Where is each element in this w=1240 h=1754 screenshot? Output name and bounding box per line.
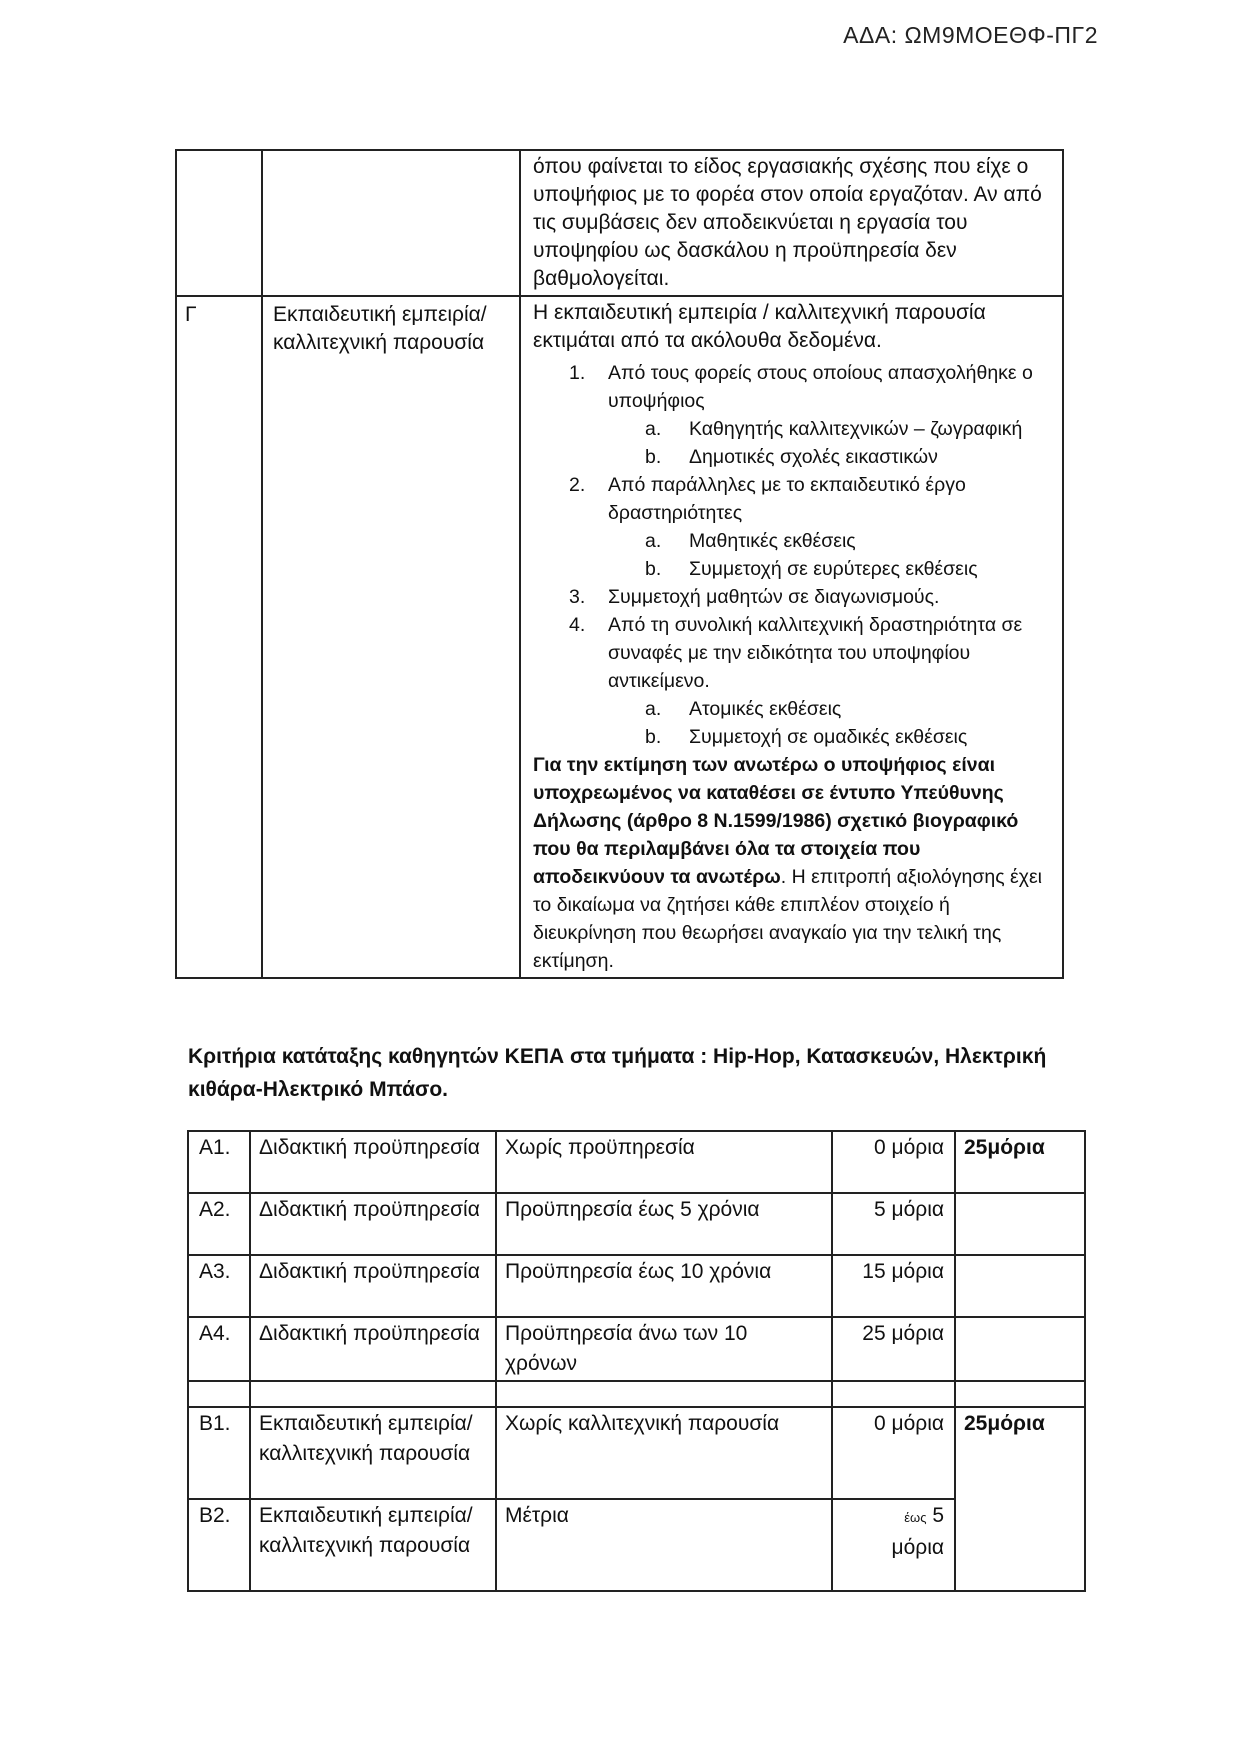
sub-list-letter: b. bbox=[645, 726, 662, 748]
sub-list-text: Δημοτικές σχολές εικαστικών bbox=[689, 446, 938, 468]
description-cell: Προϋπηρεσία έως 10 χρόνια bbox=[496, 1255, 832, 1317]
sub-list-text: Καθηγητής καλλιτεχνικών – ζωγραφική bbox=[689, 418, 1023, 440]
sub-list-item bbox=[608, 695, 1050, 723]
sub-list-text: Συμμετοχή σε ευρύτερες εκθέσεις bbox=[689, 558, 978, 580]
code-cell: Α1. bbox=[188, 1131, 250, 1193]
total-cell bbox=[955, 1317, 1085, 1381]
table-row-empty bbox=[188, 1381, 1085, 1407]
sub-list-item bbox=[608, 723, 1050, 751]
section-heading: Κριτήρια κατάταξης καθηγητών ΚΕΠΑ στα τμήματα : Hip-Hop, Κατασκευών, Ηλεκτρική κιθάρα-Ηλεκτρικό Μπάσο. bbox=[188, 1045, 1047, 1101]
closing-paragraph bbox=[533, 751, 1050, 975]
name-cell: Εκπαιδευτική εμπειρία/καλλιτεχνική παρουσία bbox=[262, 296, 520, 978]
list-item-text: Από τη συνολική καλλιτεχνική δραστηριότητα σε συναφές με την ειδικότητα του υποψηφίου αντικείμενο. bbox=[608, 614, 1023, 692]
list-item-text: Συμμετοχή μαθητών σε διαγωνισμούς. bbox=[608, 586, 940, 608]
ada-code: ΑΔΑ: ΩΜ9ΜΟΕΘΦ-ΠΓ2 bbox=[843, 22, 1098, 48]
table-row bbox=[188, 1193, 1085, 1255]
criteria-table-continued bbox=[175, 149, 1064, 979]
total-cell: 25μόρια bbox=[955, 1407, 1085, 1591]
name-cell: Εκπαιδευτική εμπειρία/ καλλιτεχνική παρουσία bbox=[250, 1407, 496, 1499]
table-row bbox=[176, 296, 1063, 978]
total-cell bbox=[955, 1193, 1085, 1255]
list-item bbox=[533, 611, 1050, 751]
list-number: 2. bbox=[569, 474, 586, 496]
points-cell: 5 μόρια bbox=[832, 1193, 955, 1255]
list-number: 1. bbox=[569, 362, 586, 384]
sub-list-item bbox=[608, 555, 1050, 583]
intro-text: Η εκπαιδευτική εμπειρία / καλλιτεχνική παρουσία εκτιμάται από τα ακόλουθα δεδομένα. bbox=[533, 301, 986, 352]
scoring-table bbox=[187, 1130, 1086, 1592]
list-number: 3. bbox=[569, 586, 586, 608]
description-cell: Χωρίς καλλιτεχνική παρουσία bbox=[496, 1407, 832, 1499]
points-cell bbox=[832, 1381, 955, 1407]
table-row bbox=[188, 1131, 1085, 1193]
description-cell: Χωρίς προϋπηρεσία bbox=[496, 1131, 832, 1193]
name-cell bbox=[250, 1381, 496, 1407]
description-cell: Μέτρια bbox=[496, 1499, 832, 1591]
sub-list-text: Συμμετοχή σε ομαδικές εκθέσεις bbox=[689, 726, 968, 748]
table-row bbox=[188, 1317, 1085, 1381]
name-cell: Εκπαιδευτική εμπειρία/ καλλιτεχνική παρουσία bbox=[250, 1499, 496, 1591]
points-cell: 0 μόρια bbox=[832, 1407, 955, 1499]
description-cell: Προϋπηρεσία έως 5 χρόνια bbox=[496, 1193, 832, 1255]
sub-list-letter: a. bbox=[645, 418, 662, 440]
name-cell bbox=[262, 150, 520, 296]
description-cell bbox=[520, 296, 1063, 978]
list-item bbox=[533, 583, 1050, 611]
description-cell bbox=[496, 1381, 832, 1407]
code-cell: Γ bbox=[176, 296, 262, 978]
table-row bbox=[188, 1407, 1085, 1499]
list-item-text: Από τους φορείς στους οποίους απασχολήθηκε ο υποψήφιος bbox=[608, 362, 1033, 412]
sub-list-item bbox=[608, 443, 1050, 471]
closing-bold-text: Για την εκτίμηση των ανωτέρω ο υποψήφιος είναι υποχρεωμένος να καταθέσει σε έντυπο Υπεύθυνης Δήλωσης (άρθρο 8 Ν.1599/1986) σχετικό βιογραφικό που θα περιλαμβάνει όλα τα στοιχεία που αποδεικνύουν τα ανωτέρω bbox=[533, 754, 1019, 888]
points-cell bbox=[832, 1499, 955, 1591]
criteria-list bbox=[533, 359, 1050, 751]
description-cell: όπου φαίνεται το είδος εργασιακής σχέσης που είχε ο υποψήφιος με το φορέα στον οποία εργαζόταν. Αν από τις συμβάσεις δεν αποδεικνύεται η εργασία του υποψηφίου ως δασκάλου η προϋπηρεσία δεν βαθμολογείται. bbox=[520, 150, 1063, 296]
total-cell bbox=[955, 1381, 1085, 1407]
sub-list-text: Ατομικές εκθέσεις bbox=[689, 698, 842, 720]
table-row bbox=[176, 150, 1063, 296]
total-cell: 25μόρια bbox=[955, 1131, 1085, 1193]
name-cell: Διδακτική προϋπηρεσία bbox=[250, 1131, 496, 1193]
points-number: 5 bbox=[932, 1504, 944, 1527]
code-cell bbox=[188, 1381, 250, 1407]
sub-list-letter: b. bbox=[645, 446, 662, 468]
description-cell: Προϋπηρεσία άνω των 10 χρόνων bbox=[496, 1317, 832, 1381]
sub-list-item bbox=[608, 527, 1050, 555]
points-prefix: έως bbox=[904, 1510, 927, 1525]
name-cell: Διδακτική προϋπηρεσία bbox=[250, 1193, 496, 1255]
points-cell: 0 μόρια bbox=[832, 1131, 955, 1193]
points-cell: 25 μόρια bbox=[832, 1317, 955, 1381]
list-item-text: Από παράλληλες με το εκπαιδευτικό έργο δραστηριότητες bbox=[608, 474, 966, 524]
closing-text: . Η επιτροπή αξιολόγησης έχει το δικαίωμα να ζητήσει κάθε επιπλέον στοιχείο ή διευκρίνηση που θεωρήσει αναγκαίο για την τελική της εκτίμηση. bbox=[533, 866, 1043, 972]
sub-list bbox=[608, 695, 1050, 751]
sub-list-item bbox=[608, 415, 1050, 443]
sub-list-letter: b. bbox=[645, 558, 662, 580]
total-cell bbox=[955, 1255, 1085, 1317]
name-cell: Διδακτική προϋπηρεσία bbox=[250, 1255, 496, 1317]
sub-list bbox=[608, 415, 1050, 471]
points-unit: μόρια bbox=[891, 1536, 944, 1559]
list-number: 4. bbox=[569, 614, 586, 636]
sub-list-text: Μαθητικές εκθέσεις bbox=[689, 530, 856, 552]
sub-list bbox=[608, 527, 1050, 583]
code-cell: Α2. bbox=[188, 1193, 250, 1255]
sub-list-letter: a. bbox=[645, 530, 662, 552]
list-item bbox=[533, 359, 1050, 471]
code-cell: Α4. bbox=[188, 1317, 250, 1381]
code-cell: Β1. bbox=[188, 1407, 250, 1499]
code-cell: Α3. bbox=[188, 1255, 250, 1317]
table-row bbox=[188, 1255, 1085, 1317]
points-cell: 15 μόρια bbox=[832, 1255, 955, 1317]
list-item bbox=[533, 471, 1050, 583]
sub-list-letter: a. bbox=[645, 698, 662, 720]
name-cell: Διδακτική προϋπηρεσία bbox=[250, 1317, 496, 1381]
table-row bbox=[188, 1499, 1085, 1591]
code-cell: Β2. bbox=[188, 1499, 250, 1591]
code-cell bbox=[176, 150, 262, 296]
